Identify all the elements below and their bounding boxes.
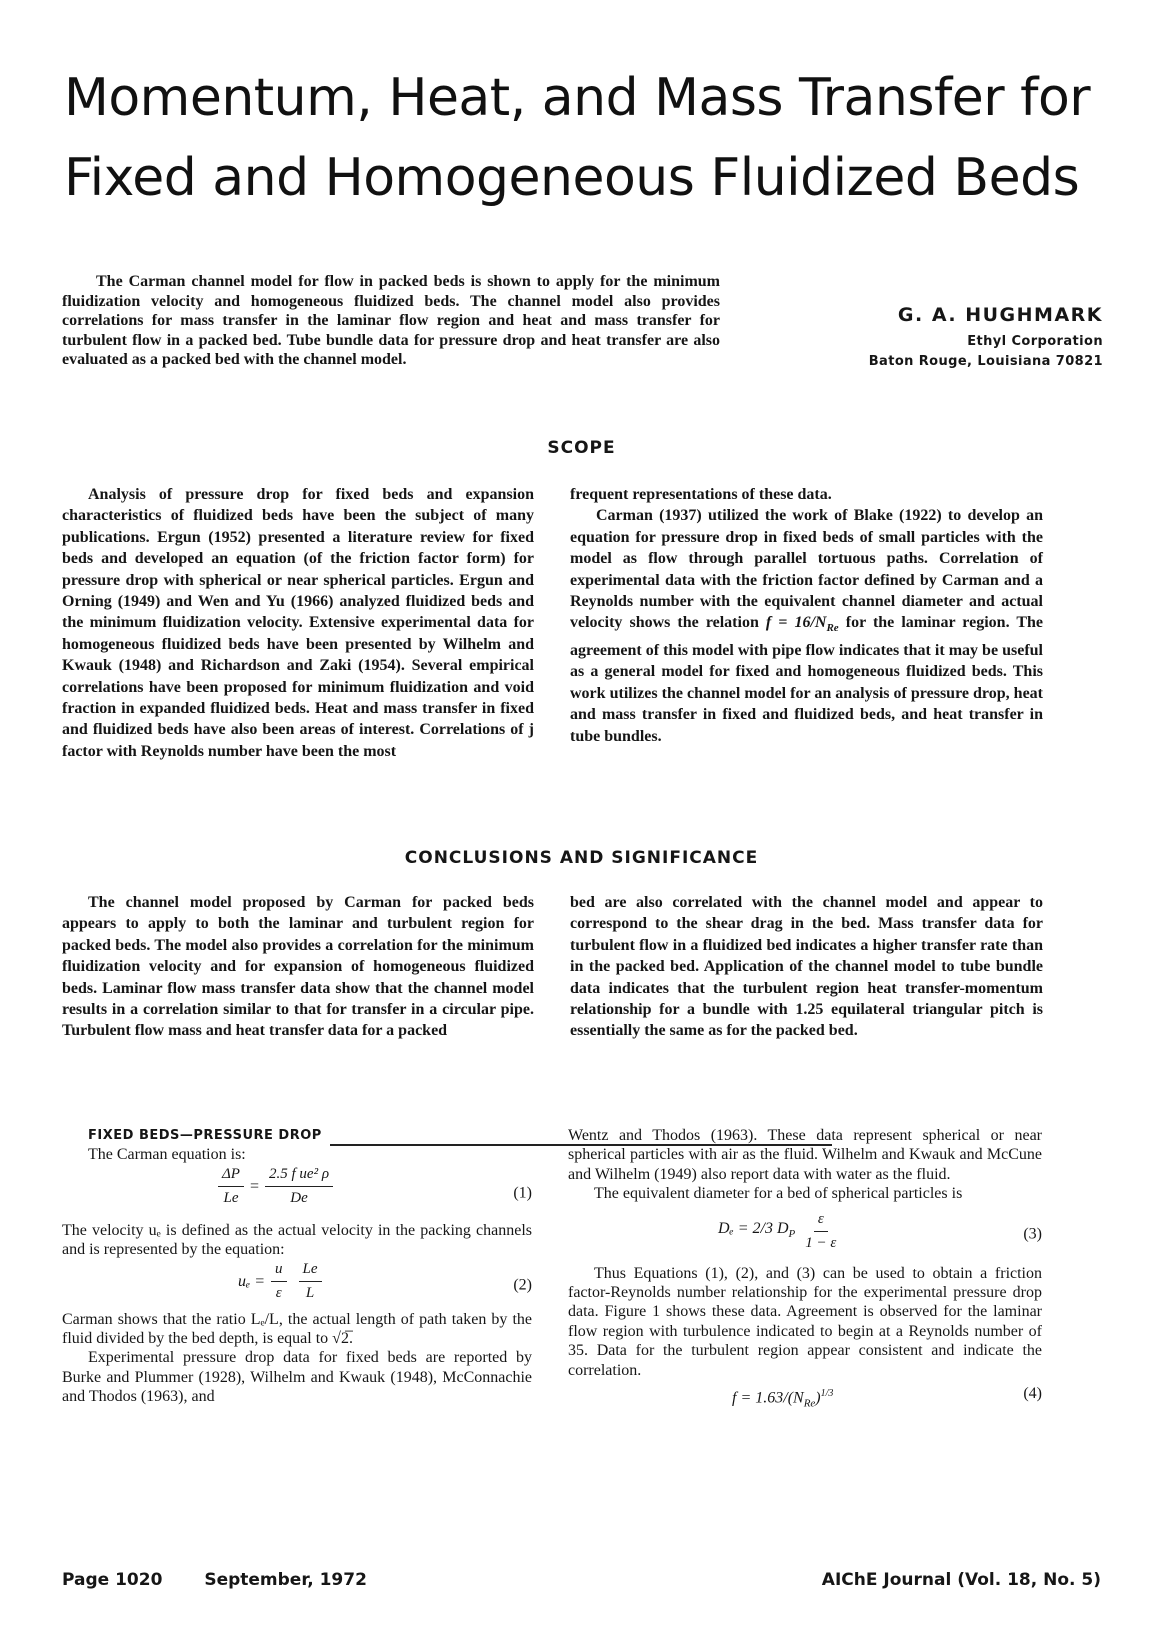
title-line-2: Fixed and Homogeneous Fluidized Beds [64,148,1080,208]
eq1-equals: = [249,1178,259,1196]
eq2-lhs: uₑ = [238,1272,265,1290]
laminar-relation [765,614,839,635]
eq3-denominator: 1 − ε [805,1235,837,1252]
footer-left [62,1570,367,1590]
equation-4 [568,1380,1042,1410]
conclusions-column-left [62,892,534,1042]
scope-paragraph-3 [570,505,1043,747]
equation-1 [62,1165,532,1221]
equation-3-number: (3) [1023,1224,1042,1242]
conclusions-column-right [570,892,1043,1042]
carman-ratio-paragraph: Carman shows that the ratio Lₑ/L, the actual length of path taken by the fluid divided by the bed depth, is equal to √2̅. [62,1310,532,1348]
eq3-fraction [801,1210,840,1254]
equation-3 [568,1204,1042,1264]
wentz-paragraph: Wentz and Thodos (1963). These data represent spherical or near spherical particles with air as the fluid. Wilhelm and Kwauk and McCune and Wilhelm (1949) also report data with water as the fluid. [568,1127,1042,1183]
equation-2 [62,1260,532,1310]
conclusions-heading: CONCLUSIONS AND SIGNIFICANCE [404,848,759,868]
eq1-lhs-fraction [218,1165,244,1209]
journal-citation: AIChE Journal (Vol. 18, No. 5) [821,1570,1101,1590]
eq1-lhs-denominator: Le [223,1190,239,1207]
eq2-f2-numerator: Le [299,1260,322,1282]
eq4-expr-text: f = 1.63/(N [732,1389,804,1407]
affiliation-line-2: Baton Rouge, Louisiana 70821 [868,354,1103,369]
eq3-lhs-text: Dₑ = 2/3 D [718,1219,789,1237]
scope-heading: SCOPE [547,438,616,458]
article-title [64,58,1124,218]
equation-4-number: (4) [1023,1385,1042,1403]
scope-column-left [62,484,534,762]
eq4-sub: Re [803,1397,816,1410]
equivalent-diameter-paragraph: The equivalent diameter for a bed of spherical particles is [594,1185,963,1203]
eq3-lhs [718,1219,795,1245]
eq3-lhs-sub: P [788,1227,796,1240]
scope-paragraph-3-end: for the laminar region. The agreement of this model with pipe flow indicates that it may be useful as a general model for fixed and homogeneous fluidized beds. This work utilizes the channel model for an analysis of pressure drop, heat and mass transfer in fixed and fluidized beds, and heat transfer in tube bundles. [570,614,1044,745]
eq2-f2-denominator: L [305,1285,315,1302]
abstract [62,272,720,370]
scope-paragraph-2: frequent representations of these data. [570,486,832,503]
velocity-paragraph: The velocity uₑ is defined as the actual velocity in the packing channels and is represented by the equation: [62,1221,532,1259]
author-name: G. A. HUGHMARK [897,304,1103,326]
abstract-text: The Carman channel model for flow in packed beds is shown to apply for the minimum fluidization velocity and homogeneous fluidized beds. The channel model also provides correlations for mass transfer in the laminar flow region and heat and mass transfer for turbulent flow in a packed bed. Tube bundle data for pressure drop and heat transfer are also evaluated as a packed bed with the channel model. [62,273,720,369]
equation-3-expr [718,1210,846,1254]
issue-date: September, 1972 [204,1570,367,1590]
affiliation-line-1: Ethyl Corporation [967,334,1103,349]
eq2-fraction-2 [299,1260,322,1304]
conclusions-paragraph-2: bed are also correlated with the channel model and appear to correspond to the shear drag in the bed. Mass transfer data for turbulent flow in a fluidized bed indicates a higher transfer rate than in the packed bed. Application of the channel model to tube bundle data indicates that the turbulent region heat transfer-momentum relationship for a bundle with 1.25 equilateral triangular pitch is essentially the same as for the packed bed. [570,894,1043,1040]
scope-paragraph-1: Analysis of pressure drop for fixed beds and expansion characteristics of fluidized beds have been the subject of many publications. Ergun (1952) presented a literature review for fixed beds and developed an equation (of the friction factor form) for pressure drop with spherical or near spherical particles. Ergun and Orning (1949) and Wen and Yu (1966) analyzed fluidized beds and the minimum fluidization velocity. Extensive experimental data for homogeneous fluidized beds have been presented by Wilhelm and Kwauk (1948) and Richardson and Zaki (1954). Several empirical correlations have been proposed for minimum fluidization and void fraction in expanded fluidized beds. Heat and mass transfer in fixed and fluidized beds have also been areas of interest. Correlations of j factor with Reynolds number have been the most [62,486,534,760]
scope-paragraph-3-start: Carman (1937) utilized the work of Blake (1922) to develop an equation for pressure drop in fixed beds of small particles with the model as flow through parallel tortuous paths. Correlation of experimental data with the friction factor defined by Carman and a Reynolds number with the equivalent channel diameter and actual velocity shows the relation [570,507,1043,632]
scope-column-right [570,484,1043,747]
eq1-lhs-numerator: ΔP [218,1165,244,1187]
body-column-left [62,1126,532,1407]
eq2-fraction-1 [271,1260,287,1304]
eq4-tail: ) [815,1389,821,1407]
equation-2-number: (2) [513,1275,532,1293]
equation-1-number: (1) [513,1184,532,1202]
eq1-rhs-denominator: De [290,1190,308,1207]
page-number: Page 1020 [62,1570,163,1590]
carman-intro: The Carman equation is: [88,1146,246,1164]
eq1-rhs-numerator: 2.5 f ue² ρ [265,1165,333,1187]
equation-4-expr [732,1384,833,1414]
eq4-sup: 1/3 [820,1388,834,1400]
equation-1-expr [212,1165,339,1209]
author-affiliation [869,332,1103,372]
eq3-numerator: ε [814,1210,828,1232]
equation-2-expr [238,1260,328,1304]
eq1-rhs-fraction [265,1165,333,1209]
body-column-right [568,1126,1042,1410]
equations-summary-paragraph: Thus Equations (1), (2), and (3) can be used to obtain a friction factor-Reynolds number relationship for the experimental pressure drop data. Figure 1 shows these data. Agreement is observed for the laminar flow region with turbulence indicated to begin at a Reynolds number of 35. Data for the turbulent region appear consistent and indicate the correlation. [568,1264,1042,1379]
fixed-beds-subheading: FIXED BEDS—PRESSURE DROP [88,1128,322,1143]
laminar-relation-expr: f = 16/N [765,614,827,632]
author-block [869,302,1103,372]
experimental-paragraph: Experimental pressure drop data for fixed beds are reported by Burke and Plummer (1928), Wilhelm and Kwauk (1948), McConnachie and Thodos (1963), and [62,1349,532,1406]
eq2-f1-denominator: ε [275,1285,282,1302]
title-line-1: Momentum, Heat, and Mass Transfer for [64,68,1091,128]
laminar-relation-sub: Re [826,622,839,635]
eq2-f1-numerator: u [271,1260,287,1282]
conclusions-paragraph-1: The channel model proposed by Carman for packed beds appears to apply to both the laminar and turbulent region for packed beds. The model also provides a correlation for the minimum fluidization velocity and for expansion of homogeneous fluidized beds. Laminar flow mass transfer data show that the channel model results in a correlation similar to that for transfer in a circular pipe. Turbulent flow mass and heat transfer data for a packed [62,894,534,1040]
